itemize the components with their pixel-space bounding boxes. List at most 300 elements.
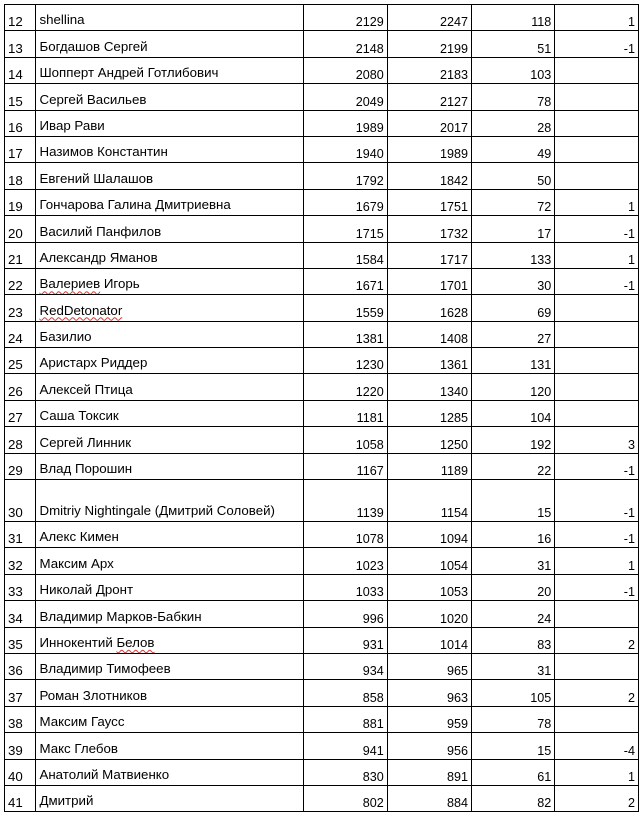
name-text: Алекс Кимен: [39, 529, 119, 545]
name-cell[interactable]: [36, 136, 303, 162]
table-row: [5, 400, 639, 426]
rank-cell[interactable]: [5, 574, 36, 600]
cell-value: 35: [8, 636, 23, 652]
position-change-cell[interactable]: [555, 84, 639, 110]
score-before-cell[interactable]: [303, 733, 387, 759]
score-before-cell[interactable]: [303, 295, 387, 321]
score-after-cell[interactable]: [387, 31, 471, 57]
cell-value: -1: [623, 506, 635, 521]
score-before-cell[interactable]: [303, 268, 387, 294]
score-before-cell[interactable]: [303, 400, 387, 426]
cell-value: 1584: [355, 252, 384, 267]
cell-value: 2: [627, 796, 635, 811]
name-cell[interactable]: [36, 653, 303, 679]
cell-value: 1154: [440, 506, 468, 521]
cell-value: 1: [627, 252, 635, 267]
cell-value: 881: [362, 717, 384, 732]
name-cell[interactable]: [36, 84, 303, 110]
score-after-cell[interactable]: [387, 163, 471, 189]
cell-value: 105: [530, 690, 552, 705]
score-gain-cell[interactable]: [472, 57, 555, 83]
rank-cell[interactable]: [5, 480, 36, 522]
score-gain-cell[interactable]: [472, 84, 555, 110]
cell-value: 27: [537, 332, 552, 347]
rank-cell[interactable]: [5, 522, 36, 548]
table-row: [5, 348, 639, 374]
rank-cell[interactable]: [5, 706, 36, 732]
position-change-cell[interactable]: [555, 110, 639, 136]
score-gain-cell[interactable]: [472, 759, 555, 785]
cell-value: 192: [530, 437, 552, 452]
cell-value: 104: [530, 411, 552, 426]
cell-value: 24: [537, 611, 552, 626]
position-change-cell[interactable]: [555, 733, 639, 759]
score-before-cell[interactable]: [303, 548, 387, 574]
name-text: Максим Гаусс: [39, 714, 125, 730]
cell-value: 78: [537, 94, 552, 109]
cell-value: 31: [8, 531, 23, 547]
score-after-cell[interactable]: [387, 627, 471, 653]
table-row: [5, 480, 639, 522]
cell-value: 2129: [355, 15, 384, 30]
position-change-cell[interactable]: [555, 136, 639, 162]
cell-value: 118: [531, 15, 552, 30]
cell-value: 959: [446, 717, 468, 732]
name-cell[interactable]: [36, 574, 303, 600]
name-text: Роман Злотников: [39, 687, 148, 703]
score-before-cell[interactable]: [303, 759, 387, 785]
score-before-cell[interactable]: [303, 136, 387, 162]
score-after-cell[interactable]: [387, 295, 471, 321]
name-cell[interactable]: [36, 5, 303, 31]
cell-value: 1340: [439, 384, 468, 399]
cell-value: 1679: [355, 200, 384, 215]
name-cell[interactable]: [36, 627, 303, 653]
score-before-cell[interactable]: [303, 84, 387, 110]
score-gain-cell[interactable]: [472, 295, 555, 321]
score-after-cell[interactable]: [387, 785, 471, 811]
name-text: Саша Токсик: [39, 408, 119, 424]
rank-cell[interactable]: [5, 84, 36, 110]
score-after-cell[interactable]: [387, 57, 471, 83]
cell-value: 1361: [439, 358, 468, 373]
score-before-cell[interactable]: [303, 574, 387, 600]
cell-value: 28: [537, 120, 552, 135]
rank-cell[interactable]: [5, 348, 36, 374]
cell-value: 1053: [439, 585, 468, 600]
name-text: Сергей Линник: [39, 434, 132, 450]
score-after-cell[interactable]: [387, 189, 471, 215]
score-gain-cell[interactable]: [472, 601, 555, 627]
score-after-cell[interactable]: [387, 348, 471, 374]
score-gain-cell[interactable]: [472, 480, 555, 522]
score-before-cell[interactable]: [303, 453, 387, 479]
table-row: [5, 680, 639, 706]
rank-cell[interactable]: [5, 242, 36, 268]
score-gain-cell[interactable]: [472, 522, 555, 548]
name-text: Максим Арх: [39, 555, 114, 571]
name-cell[interactable]: [36, 348, 303, 374]
name-cell[interactable]: [36, 548, 303, 574]
score-before-cell[interactable]: [303, 785, 387, 811]
position-change-cell[interactable]: [555, 574, 639, 600]
rank-cell[interactable]: [5, 427, 36, 453]
rank-cell[interactable]: [5, 453, 36, 479]
cell-value: 34: [8, 610, 23, 626]
name-text: Василий Панфилов: [39, 223, 162, 239]
position-change-cell[interactable]: [555, 706, 639, 732]
cell-value: 2: [627, 637, 635, 652]
position-change-cell[interactable]: [555, 759, 639, 785]
ranking-table-body: [5, 5, 639, 812]
score-before-cell[interactable]: [303, 189, 387, 215]
name-text: Сергей Васильев: [39, 91, 147, 107]
position-change-cell[interactable]: [555, 453, 639, 479]
position-change-cell[interactable]: [555, 163, 639, 189]
name-cell[interactable]: [36, 31, 303, 57]
misspelled-word: Белов: [116, 634, 155, 650]
rank-cell[interactable]: [5, 627, 36, 653]
score-gain-cell[interactable]: [472, 785, 555, 811]
cell-value: 1: [627, 558, 635, 573]
cell-value: 22: [537, 464, 552, 479]
cell-value: 1054: [439, 558, 468, 573]
name-cell[interactable]: [36, 295, 303, 321]
name-cell[interactable]: [36, 242, 303, 268]
name-cell[interactable]: [36, 480, 303, 522]
score-before-cell[interactable]: [303, 653, 387, 679]
score-before-cell[interactable]: [303, 601, 387, 627]
position-change-cell[interactable]: [555, 522, 639, 548]
cell-value: 1628: [439, 305, 468, 320]
position-change-cell[interactable]: [555, 348, 639, 374]
rank-cell[interactable]: [5, 680, 36, 706]
score-before-cell[interactable]: [303, 427, 387, 453]
rank-cell[interactable]: [5, 400, 36, 426]
cell-value: 1189: [440, 464, 468, 479]
name-cell[interactable]: [36, 427, 303, 453]
score-after-cell[interactable]: [387, 242, 471, 268]
cell-value: 858: [362, 690, 384, 705]
table-row: [5, 574, 639, 600]
cell-value: 1094: [439, 532, 468, 547]
score-gain-cell[interactable]: [472, 706, 555, 732]
name-cell[interactable]: [36, 522, 303, 548]
rank-cell[interactable]: [5, 295, 36, 321]
rank-cell[interactable]: [5, 216, 36, 242]
cell-value: 1792: [355, 173, 384, 188]
name-text: Николай Дронт: [39, 582, 134, 598]
name-cell[interactable]: [36, 680, 303, 706]
cell-value: 1: [627, 15, 635, 30]
name-cell[interactable]: [36, 57, 303, 83]
score-after-cell[interactable]: [387, 759, 471, 785]
rank-cell[interactable]: [5, 163, 36, 189]
position-change-cell[interactable]: [555, 785, 639, 811]
cell-value: 22: [8, 278, 23, 294]
position-change-cell[interactable]: [555, 480, 639, 522]
cell-value: 1732: [439, 226, 468, 241]
rank-cell[interactable]: [5, 321, 36, 347]
score-before-cell[interactable]: [303, 680, 387, 706]
score-gain-cell[interactable]: [472, 216, 555, 242]
cell-value: 17: [8, 146, 23, 162]
score-gain-cell[interactable]: [472, 653, 555, 679]
rank-cell[interactable]: [5, 268, 36, 294]
score-after-cell[interactable]: [387, 5, 471, 31]
score-gain-cell[interactable]: [472, 348, 555, 374]
position-change-cell[interactable]: [555, 427, 639, 453]
score-gain-cell[interactable]: [472, 548, 555, 574]
score-before-cell[interactable]: [303, 110, 387, 136]
rank-cell[interactable]: [5, 5, 36, 31]
cell-value: -1: [623, 41, 635, 56]
cell-value: 2: [627, 690, 635, 705]
cell-value: 72: [537, 200, 552, 215]
name-text: Dmitriy Nightingale (Дмитрий Соловей): [39, 503, 275, 519]
cell-value: 1020: [439, 611, 468, 626]
score-after-cell[interactable]: [387, 427, 471, 453]
score-gain-cell[interactable]: [472, 110, 555, 136]
cell-value: 1717: [439, 252, 468, 267]
table-row: [5, 733, 639, 759]
score-after-cell[interactable]: [387, 548, 471, 574]
name-cell[interactable]: [36, 759, 303, 785]
name-cell[interactable]: [36, 601, 303, 627]
name-cell[interactable]: [36, 400, 303, 426]
cell-value: 891: [446, 769, 468, 784]
table-row: [5, 453, 639, 479]
score-after-cell[interactable]: [387, 400, 471, 426]
table-row: [5, 321, 639, 347]
name-text: Владимир Тимофеев: [39, 661, 171, 677]
cell-value: 1023: [355, 558, 384, 573]
name-cell[interactable]: [36, 733, 303, 759]
name-cell[interactable]: [36, 321, 303, 347]
rank-cell[interactable]: [5, 189, 36, 215]
score-after-cell[interactable]: [387, 110, 471, 136]
rank-cell[interactable]: [5, 374, 36, 400]
cell-value: 12: [8, 14, 23, 30]
score-before-cell[interactable]: [303, 216, 387, 242]
position-change-cell[interactable]: [555, 5, 639, 31]
cell-value: 14: [8, 67, 23, 83]
position-change-cell[interactable]: [555, 680, 639, 706]
cell-value: 23: [8, 304, 23, 320]
table-row: [5, 706, 639, 732]
score-gain-cell[interactable]: [472, 400, 555, 426]
cell-value: -1: [623, 279, 635, 294]
score-after-cell[interactable]: [387, 84, 471, 110]
name-cell[interactable]: [36, 706, 303, 732]
name-cell[interactable]: [36, 110, 303, 136]
rank-cell[interactable]: [5, 57, 36, 83]
cell-value: 965: [446, 664, 468, 679]
name-text: Владимир Марков-Бабкин: [39, 608, 202, 624]
score-after-cell[interactable]: [387, 268, 471, 294]
cell-value: 1989: [439, 147, 468, 162]
position-change-cell[interactable]: [555, 374, 639, 400]
score-after-cell[interactable]: [387, 601, 471, 627]
cell-value: 1058: [355, 437, 384, 452]
cell-value: 2183: [439, 68, 468, 83]
score-before-cell[interactable]: [303, 242, 387, 268]
name-text: Иннокентий: [39, 634, 117, 650]
name-text: Богдашов Сергей: [39, 38, 148, 54]
table-row: [5, 189, 639, 215]
score-after-cell[interactable]: [387, 522, 471, 548]
name-text: Дмитрий: [39, 793, 94, 809]
cell-value: 20: [8, 225, 23, 241]
score-before-cell[interactable]: [303, 321, 387, 347]
cell-value: 1989: [355, 120, 384, 135]
position-change-cell[interactable]: [555, 31, 639, 57]
score-after-cell[interactable]: [387, 733, 471, 759]
score-gain-cell[interactable]: [472, 453, 555, 479]
name-cell[interactable]: [36, 785, 303, 811]
position-change-cell[interactable]: [555, 216, 639, 242]
cell-value: 1167: [356, 464, 384, 479]
score-before-cell[interactable]: [303, 31, 387, 57]
name-cell[interactable]: [36, 453, 303, 479]
cell-value: 103: [530, 68, 552, 83]
cell-value: 83: [537, 637, 552, 652]
table-row: [5, 627, 639, 653]
score-gain-cell[interactable]: [472, 574, 555, 600]
rank-cell[interactable]: [5, 136, 36, 162]
score-gain-cell[interactable]: [472, 427, 555, 453]
score-before-cell[interactable]: [303, 706, 387, 732]
name-text: Анатолий Матвиенко: [39, 766, 170, 782]
cell-value: 41: [8, 795, 23, 811]
cell-value: 21: [8, 251, 23, 267]
cell-value: 133: [530, 252, 552, 267]
name-cell[interactable]: [36, 216, 303, 242]
cell-value: 1250: [439, 437, 468, 452]
score-gain-cell[interactable]: [472, 733, 555, 759]
cell-value: -1: [623, 464, 635, 479]
name-cell[interactable]: [36, 189, 303, 215]
position-change-cell[interactable]: [555, 242, 639, 268]
position-change-cell[interactable]: [555, 295, 639, 321]
score-before-cell[interactable]: [303, 5, 387, 31]
cell-value: 16: [8, 119, 23, 135]
score-before-cell[interactable]: [303, 348, 387, 374]
cell-value: 1715: [355, 226, 384, 241]
table-row: [5, 5, 639, 31]
rank-cell[interactable]: [5, 548, 36, 574]
cell-value: 38: [8, 716, 23, 732]
score-after-cell[interactable]: [387, 653, 471, 679]
score-gain-cell[interactable]: [472, 680, 555, 706]
rank-cell[interactable]: [5, 653, 36, 679]
rank-cell[interactable]: [5, 733, 36, 759]
score-before-cell[interactable]: [303, 522, 387, 548]
position-change-cell[interactable]: [555, 548, 639, 574]
score-before-cell[interactable]: [303, 374, 387, 400]
name-text: Евгений Шалашов: [39, 170, 154, 186]
score-after-cell[interactable]: [387, 574, 471, 600]
cell-value: 1285: [439, 411, 468, 426]
score-gain-cell[interactable]: [472, 268, 555, 294]
name-cell[interactable]: [36, 374, 303, 400]
score-gain-cell[interactable]: [472, 321, 555, 347]
position-change-cell[interactable]: [555, 57, 639, 83]
score-after-cell[interactable]: [387, 321, 471, 347]
cell-value: 32: [8, 557, 23, 573]
cell-value: 2017: [439, 120, 468, 135]
score-before-cell[interactable]: [303, 627, 387, 653]
score-after-cell[interactable]: [387, 453, 471, 479]
score-after-cell[interactable]: [387, 136, 471, 162]
name-cell[interactable]: [36, 268, 303, 294]
cell-value: 28: [8, 436, 23, 452]
score-after-cell[interactable]: [387, 680, 471, 706]
cell-value: 996: [362, 611, 384, 626]
score-after-cell[interactable]: [387, 374, 471, 400]
name-text: Шопперт Андрей Готлибович: [39, 65, 219, 81]
name-text: Гончарова Галина Дмитриевна: [39, 197, 231, 213]
misspelled-word: Валериев: [39, 276, 101, 292]
score-gain-cell[interactable]: [472, 136, 555, 162]
cell-value: 39: [8, 742, 23, 758]
rank-cell[interactable]: [5, 110, 36, 136]
name-cell[interactable]: [36, 163, 303, 189]
rank-cell[interactable]: [5, 601, 36, 627]
cell-value: 1033: [355, 585, 384, 600]
cell-value: 50: [537, 173, 552, 188]
score-after-cell[interactable]: [387, 480, 471, 522]
position-change-cell[interactable]: [555, 653, 639, 679]
score-before-cell[interactable]: [303, 480, 387, 522]
score-gain-cell[interactable]: [472, 5, 555, 31]
cell-value: 802: [362, 796, 384, 811]
position-change-cell[interactable]: [555, 189, 639, 215]
rank-cell[interactable]: [5, 31, 36, 57]
position-change-cell[interactable]: [555, 601, 639, 627]
score-gain-cell[interactable]: [472, 374, 555, 400]
name-text: Александр Яманов: [39, 249, 158, 265]
cell-value: 2247: [439, 15, 468, 30]
score-after-cell[interactable]: [387, 706, 471, 732]
cell-value: 120: [530, 384, 552, 399]
score-before-cell[interactable]: [303, 163, 387, 189]
cell-value: 49: [537, 147, 552, 162]
score-after-cell[interactable]: [387, 216, 471, 242]
cell-value: 830: [362, 769, 384, 784]
position-change-cell[interactable]: [555, 321, 639, 347]
cell-value: 1842: [439, 173, 468, 188]
position-change-cell[interactable]: [555, 400, 639, 426]
cell-value: 19: [8, 199, 23, 215]
score-gain-cell[interactable]: [472, 31, 555, 57]
rank-cell[interactable]: [5, 785, 36, 811]
score-gain-cell[interactable]: [472, 189, 555, 215]
cell-value: 963: [446, 690, 468, 705]
score-gain-cell[interactable]: [472, 242, 555, 268]
score-before-cell[interactable]: [303, 57, 387, 83]
name-text: Игорь: [100, 276, 140, 292]
score-gain-cell[interactable]: [472, 163, 555, 189]
position-change-cell[interactable]: [555, 268, 639, 294]
cell-value: 1751: [439, 200, 468, 215]
cell-value: 15: [537, 506, 552, 521]
ranking-table: [4, 4, 639, 812]
table-row: [5, 110, 639, 136]
score-gain-cell[interactable]: [472, 627, 555, 653]
rank-cell[interactable]: [5, 759, 36, 785]
position-change-cell[interactable]: [555, 627, 639, 653]
